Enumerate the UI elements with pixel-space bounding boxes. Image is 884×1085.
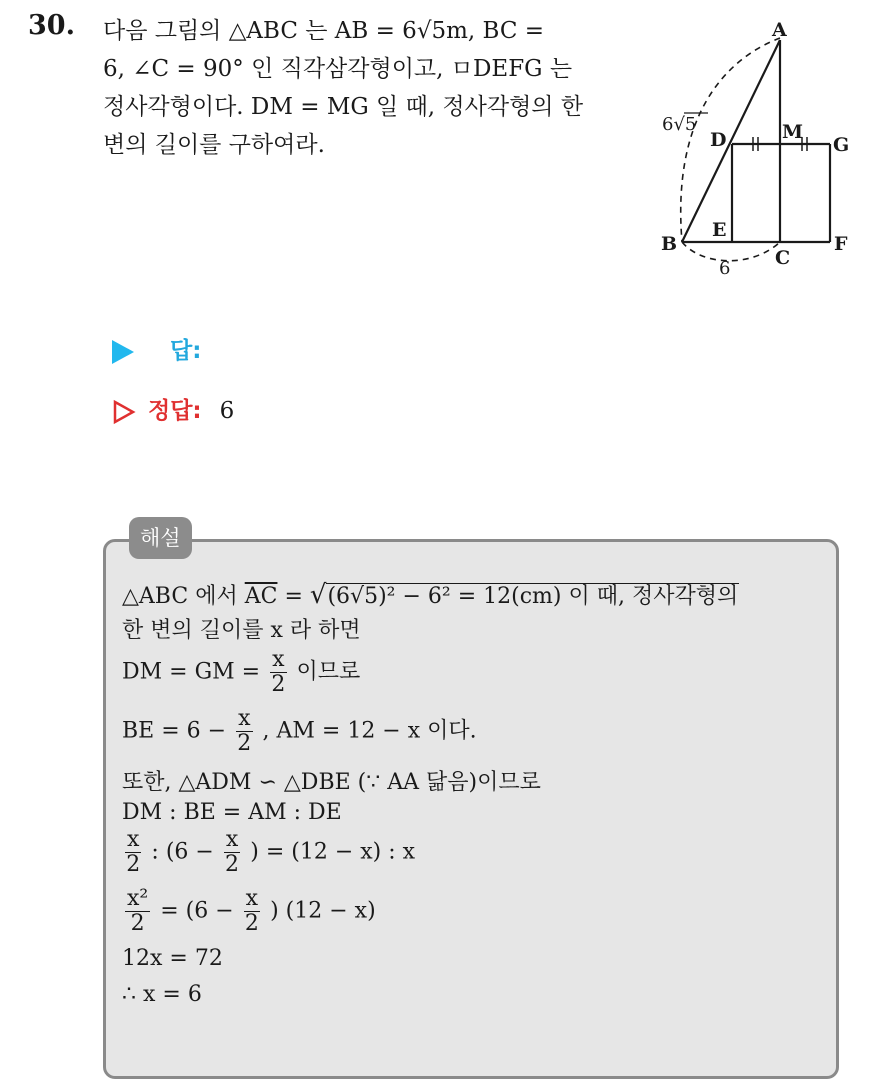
sol-text: 이므로: [296, 659, 361, 685]
frac-den: 2: [271, 672, 286, 697]
label-d: D: [710, 129, 727, 151]
arc-bc: [682, 242, 780, 261]
fraction: [236, 707, 252, 756]
side-bc-label: 6: [719, 258, 731, 279]
answer-label: 답:: [170, 338, 202, 364]
solution-line-10: ∴ x = 6: [122, 982, 202, 1007]
solution-line-2: 한 변의 길이를 x 라 하면: [122, 618, 361, 643]
correct-answer-label: 정답:: [148, 398, 202, 424]
frac-num: x: [225, 827, 239, 852]
frac-num: x: [245, 886, 259, 911]
frac-num: x: [238, 706, 251, 731]
frac-den: 2: [225, 852, 240, 877]
sol-text: = (6 −: [160, 898, 234, 924]
solution-tag: 해설: [129, 517, 192, 559]
solution-line-4: [122, 707, 832, 756]
fraction: [270, 648, 286, 697]
question-line-4: 변의 길이를 구하여라.: [103, 132, 325, 158]
solution-line-5: 또한, △ADM ∽ △DBE (∵ AA 닮음)이므로: [122, 770, 541, 795]
fraction: [244, 887, 260, 936]
frac-den: 2: [130, 911, 145, 936]
solution-line-6: DM : BE = AM : DE: [122, 800, 342, 825]
question-text: [103, 12, 638, 164]
sol-text: ) (12 − x): [270, 898, 376, 924]
fraction: [125, 828, 141, 877]
correct-answer-value: 6: [219, 398, 235, 424]
side-ab-label: 6√5: [662, 114, 697, 135]
answer-row: [112, 332, 201, 365]
sol-overline: $\overline{AC}$: [244, 584, 278, 609]
sqrt-sign: √: [309, 580, 327, 610]
fraction: [224, 828, 240, 877]
outline-arrow-icon: [112, 399, 136, 425]
play-arrow-icon: [112, 340, 134, 364]
sol-radicand: (6√5)² − 6² = 12(cm) 이 때, 정사각형의: [327, 584, 739, 609]
frac-den: 2: [244, 911, 259, 936]
label-b: B: [661, 233, 678, 255]
solution-line-7: [122, 828, 832, 877]
question-line-3: 정사각형이다. DM = MG 일 때, 정사각형의 한: [103, 94, 584, 120]
question-line-2: 6, ∠C = 90° 인 직각삼각형이고, ㅁDEFG 는: [103, 56, 573, 82]
fraction: [125, 887, 150, 936]
solution-body: [122, 580, 832, 1010]
triangle-square-figure: [652, 20, 862, 280]
label-a: A: [772, 20, 787, 41]
frac-den: 2: [237, 731, 252, 756]
frac-num: x: [272, 647, 285, 672]
solution-line-3: [122, 648, 832, 697]
question-line-1: 다음 그림의 △ABC 는 AB = 6√5m, BC =: [103, 18, 545, 44]
sol-text: BE = 6 −: [122, 718, 227, 744]
solution-line-8: [122, 887, 832, 936]
sol-text: =: [284, 584, 303, 609]
sol-text: ) = (12 − x) : x: [250, 839, 416, 865]
label-e: E: [712, 219, 727, 241]
frac-num: x: [127, 827, 140, 852]
sol-text: △ABC 에서: [122, 584, 238, 609]
sol-text: DM = GM =: [122, 659, 261, 685]
label-f: F: [834, 233, 848, 255]
solution-line-1: [122, 580, 832, 612]
solution-line-9: 12x = 72: [122, 946, 223, 971]
label-m: M: [782, 121, 804, 143]
correct-answer-row: [112, 392, 234, 425]
sol-text: , AM = 12 − x 이다.: [262, 718, 477, 744]
sol-text: : (6 −: [151, 839, 214, 865]
label-g: G: [833, 134, 850, 156]
question-number: 30.: [28, 10, 75, 41]
label-c: C: [775, 247, 791, 269]
frac-den: 2: [126, 852, 141, 877]
frac-num: x²: [127, 886, 149, 911]
